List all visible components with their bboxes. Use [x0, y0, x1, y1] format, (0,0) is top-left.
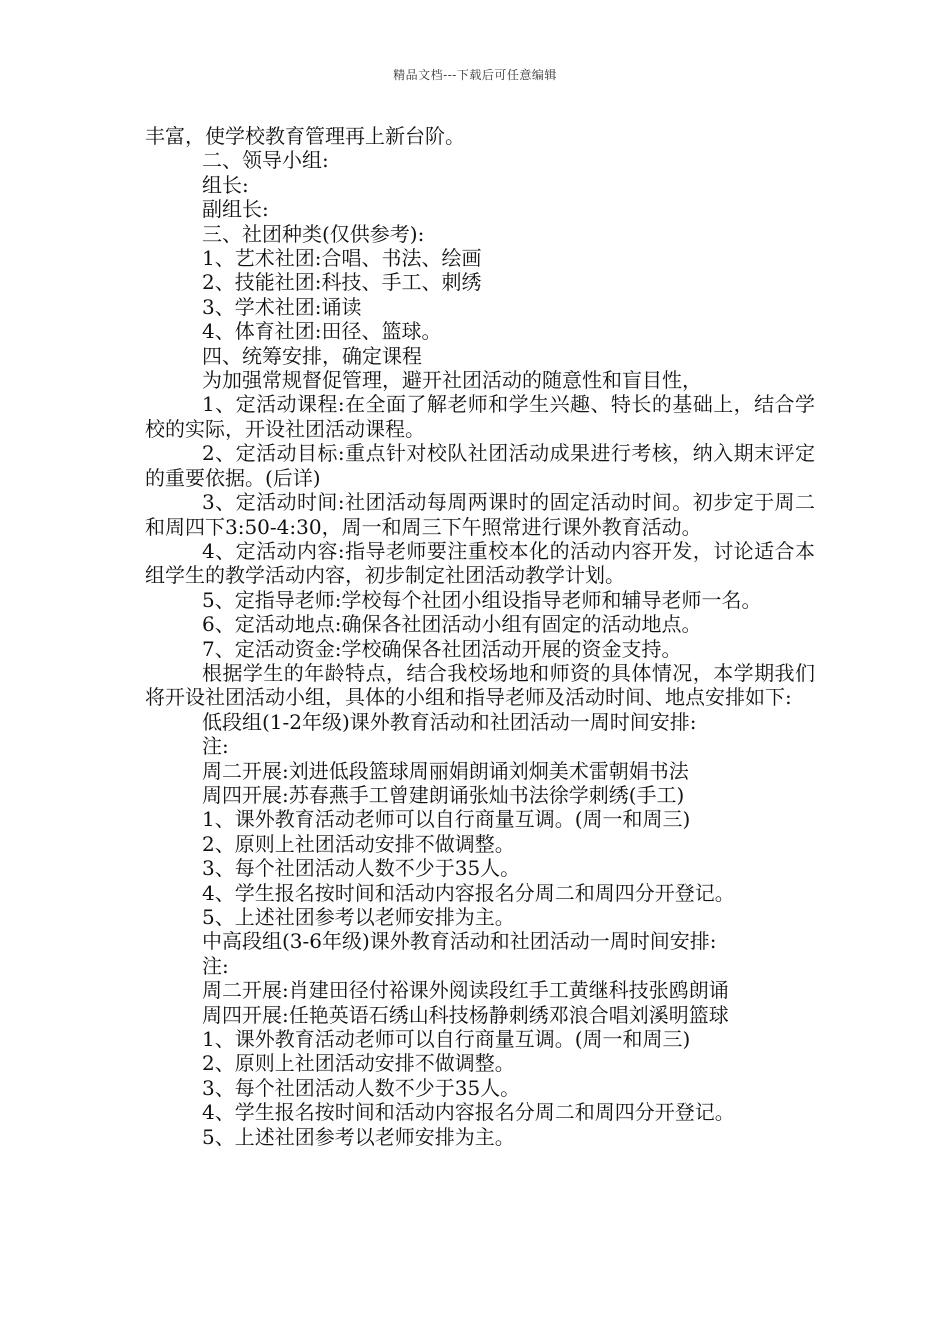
- page-header: 精品文档---下载后可任意编辑: [393, 68, 557, 82]
- paragraph: 1、定活动课程:在全面了解老师和学生兴趣、特长的基础上，结合学校的实际，开设社团活动课程。: [145, 392, 815, 441]
- paragraph: 6、定活动地点:确保各社团活动小组有固定的活动地点。: [202, 612, 702, 637]
- paragraph: 1、课外教育活动老师可以自行商量互调。(周一和周三): [202, 807, 691, 832]
- paragraph: 3、学术社团:诵读: [202, 294, 362, 319]
- paragraph: 3、定活动时间:社团活动每周两课时的固定活动时间。初步定于周二和周四下3:50-4:30，周一和周三下午照常进行课外教育活动。: [145, 490, 815, 539]
- paragraph: 3、每个社团活动人数不少于35人。: [202, 1075, 521, 1100]
- paragraph: 2、原则上社团活动安排不做调整。: [202, 831, 515, 856]
- paragraph: 4、定活动内容:指导老师要注重校本化的活动内容开发，讨论适合本组学生的教学活动内容，初步制定社团活动教学计划。: [145, 538, 815, 588]
- paragraph: 四、统筹安排，确定课程: [202, 343, 422, 368]
- paragraph: 2、技能社团:科技、手工、刺绣: [202, 270, 482, 295]
- document-body: [145, 124, 815, 1149]
- paragraph: 4、学生报名按时间和活动内容报名分周二和周四分开登记。: [202, 880, 735, 905]
- paragraph: 注:: [202, 734, 229, 759]
- paragraph: 组长:: [202, 172, 249, 197]
- paragraph: 4、体育社团:田径、篮球。: [202, 319, 442, 344]
- paragraph: 周四开展:任艳英语石绣山科技杨静刺绣邓浪合唱刘溪明篮球: [202, 1002, 729, 1027]
- paragraph: 三、社团种类(仅供参考):: [202, 221, 425, 246]
- paragraph: 周二开展:肖建田径付裕课外阅读段红手工黄继科技张鸥朗诵: [202, 978, 729, 1003]
- paragraph: 4、学生报名按时间和活动内容报名分周二和周四分开登记。: [202, 1100, 735, 1125]
- paragraph: 1、课外教育活动老师可以自行商量互调。(周一和周三): [202, 1027, 691, 1052]
- paragraph: 二、领导小组:: [202, 148, 329, 173]
- paragraph: 1、艺术社团:合唱、书法、绘画: [202, 246, 482, 271]
- paragraph: 周四开展:苏春燕手工曾建朗诵张灿书法徐学刺绣(手工): [202, 782, 685, 807]
- paragraph: 中高段组(3-6年级)课外教育活动和社团活动一周时间安排:: [202, 929, 717, 954]
- paragraph: 副组长:: [202, 197, 269, 222]
- paragraph: 3、每个社团活动人数不少于35人。: [202, 856, 521, 881]
- paragraph: 丰富，使学校教育管理再上新台阶。: [145, 124, 465, 148]
- paragraph: 5、定指导老师:学校每个社团小组设指导老师和辅导老师一名。: [202, 587, 762, 612]
- paragraph: 根据学生的年龄特点，结合我校场地和师资的具体情况，本学期我们将开设社团活动小组，具体的小组和指导老师及活动时间、地点安排如下:: [145, 660, 815, 710]
- paragraph: 5、上述社团参考以老师安排为主。: [202, 1124, 515, 1149]
- paragraph: 低段组(1-2年级)课外教育活动和社团活动一周时间安排:: [202, 709, 697, 734]
- paragraph: 周二开展:刘进低段篮球周丽娟朗诵刘炯美术雷朝娟书法: [202, 758, 689, 783]
- paragraph: 2、定活动目标:重点针对校队社团活动成果进行考核，纳入期末评定的重要依据。(后详): [145, 441, 815, 490]
- paragraph: 7、定活动资金:学校确保各社团活动开展的资金支持。: [202, 636, 682, 661]
- paragraph: 为加强常规督促管理，避开社团活动的随意性和盲目性，: [202, 368, 702, 393]
- paragraph: 注:: [202, 953, 229, 978]
- paragraph: 5、上述社团参考以老师安排为主。: [202, 905, 515, 929]
- paragraph: 2、原则上社团活动安排不做调整。: [202, 1051, 515, 1076]
